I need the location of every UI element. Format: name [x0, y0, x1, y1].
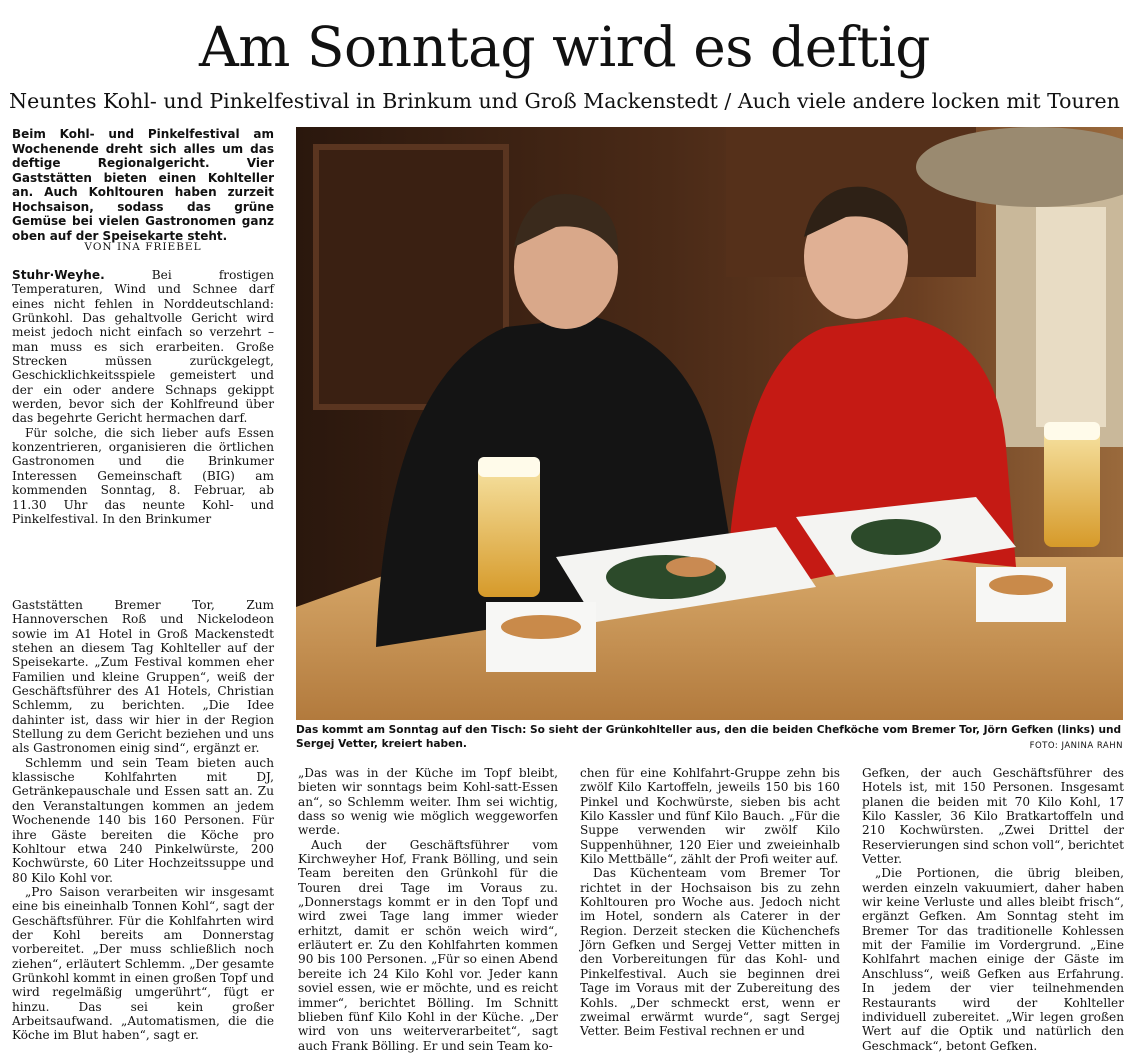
paragraph-text: Bei frostigen Temperaturen, Wind und Schnee darf eines nicht fehlen in Norddeutschland: Grünkohl. Das gehaltvolle Gericht wird meist jedoch nicht einfach so verzehrt – man muss es sich erarbeiten. Große Strecken müssen zurückgelegt, Geschicklichkeitsspiele gemeistert und der ein oder andere Schnaps gekippt werden, bevor sich der Kohlfreund über das begehrte Gericht hermachen darf.: [12, 268, 274, 426]
byline: VON INA FRIEBEL: [84, 241, 202, 253]
paragraph: „Die Portionen, die übrig bleiben, werden einzeln vakuumiert, daher haben wir keine Verluste und alles bleibt frisch“, ergänzt Gefken. Am Sonntag steht im Bremer Tor das traditionelle Kohlessen mit der Familie im Vordergrund. „Eine Kohlfahrt machen einige der Gäste im Anschluss“, weiß Gefken aus Erfahrung. In jedem der vier teilnehmenden Restaurants wird der Kohlteller individuell zubereitet. „Wir legen großen Wert auf die Optik und natürlich den Geschmack“, betont Gefken.: [862, 866, 1124, 1053]
photo-caption: Das kommt am Sonntag auf den Tisch: So sieht der Grünkohlteller aus, den die beiden Chefköche vom Bremer Tor, Jörn Gefken (links) und Sergej Vetter, kreiert haben.: [296, 724, 1122, 750]
dateline: Stuhr·Weyhe.: [12, 268, 105, 282]
paragraph: chen für eine Kohlfahrt-Gruppe zehn bis zwölf Kilo Kartoffeln, jeweils 150 bis 160 Pinkel und Kochwürste, sieben bis acht Kilo Kassler und fünf Kilo Bauch. „Für die Suppe verwenden wir zwölf Kilo Suppenhühner, 120 Eier und zweieinhalb Kilo Mettbälle“, zählt der Profi weiter auf.: [580, 766, 840, 867]
subheadline: Neuntes Kohl- und Pinkelfestival in Brinkum und Groß Mackenstedt / Auch viele andere locken mit Touren: [9, 89, 1120, 113]
paragraph: Auch der Geschäftsführer vom Kirchweyher Hof, Frank Bölling, und sein Team bereiten den Grünkohl für die Touren drei Tage im Voraus zu. „Donnerstags kommt er in den Topf und wird zwei Tage lang immer wieder erhitzt, damit er schön weich wird“, erläutert er. Zu den Kohlfahrten kommen 90 bis 100 Personen. „Für so einen Abend bereite ich 24 Kilo Kohl vor. Jeder kann soviel essen, wie er möchte, und es reicht immer“, berichtet Bölling. Im Schnitt blieben fünf Kilo Kohl in der Küche. „Der wird von uns weiterverarbeitet“, sagt auch Frank Bölling. Er und sein Team ko-: [298, 837, 558, 1053]
column-2: [298, 766, 558, 1053]
paragraph: Schlemm und sein Team bieten auch klassische Kohlfahrten mit DJ, Getränkepauschale und Essen satt an. Zu den Veranstaltungen kommen an jedem Wochenende 140 bis 160 Personen. Für ihre Gäste bereiten die Köche pro Kohltour etwa 240 Pinkelwürste, 200 Kochwürste, 60 Liter Hochzeitssuppe und 80 Kilo Kohl vor.: [12, 755, 274, 885]
column-4: [862, 766, 1124, 1053]
paragraph: „Das was in der Küche im Topf bleibt, bieten wir sonntags beim Kohl-satt-Essen an“, so Schlemm weiter. Ihm sei wichtig, dass so wenig wie möglich weggeworfen werde.: [298, 766, 558, 838]
photo-illustration: [296, 127, 1123, 720]
column-1-bottom: [12, 598, 274, 1043]
column-3: [580, 766, 840, 1039]
lead-paragraph: Beim Kohl- und Pinkelfestival am Wochenende dreht sich alles um das deftige Regionalgericht. Vier Gaststätten bieten einen Kohlteller an. Auch Kohltouren haben zurzeit Hochsaison, sodass das grüne Gemüse bei vielen Gastronomen ganz oben auf der Speisekarte steht.: [12, 127, 274, 243]
paragraph: [12, 268, 274, 426]
headline: Am Sonntag wird es deftig: [199, 15, 930, 79]
paragraph: Das Küchenteam vom Bremer Tor richtet in der Hochsaison bis zu zehn Kohltouren pro Woche aus. Jedoch nicht im Hotel, sondern als Caterer in der Region. Derzeit stecken die Küchenchefs Jörn Gefken und Sergej Vetter mitten in den Vorbereitungen für das Kohl- und Pinkelfestival. Auch sie beginnen drei Tage im Voraus mit der Zubereitung des Kohls. „Der schmeckt erst, wenn er zweimal erwärmt wurde“, sagt Sergej Vetter. Beim Festival rechnen er und: [580, 866, 840, 1039]
paragraph: Gaststätten Bremer Tor, Zum Hannoverschen Roß und Nickelodeon sowie im A1 Hotel in Groß Mackenstedt stehen an diesem Tag Kohlteller auf der Speisekarte. „Zum Festival kommen eher Familien und kleine Gruppen“, weiß der Geschäftsführer des A1 Hotels, Christian Schlemm, zu berichten. „Die Idee dahinter ist, dass wir hier in der Region Stellung zu dem Gericht beziehen und uns als Gastronomen einig sind“, ergänzt er.: [12, 598, 274, 756]
photo-chefs-with-kale-dish: [296, 127, 1123, 720]
paragraph: Gefken, der auch Geschäftsführer des Hotels ist, mit 150 Personen. Insgesamt planen die beiden mit 70 Kilo Kohl, 17 Kilo Kassler, 36 Kilo Bratkartoffeln und 210 Kochwürsten. „Zwei Drittel der Reservierungen sind schon voll“, berichtet Vetter.: [862, 766, 1124, 867]
paragraph: Für solche, die sich lieber aufs Essen konzentrieren, organisieren die örtlichen Gastronomen und die Brinkumer Interessen Gemeinschaft (BIG) am kommenden Sonntag, 8. Februar, ab 11.30 Uhr das neunte Kohl- und Pinkelfestival. In den Brinkumer: [12, 425, 274, 526]
paragraph: „Pro Saison verarbeiten wir insgesamt eine bis eineinhalb Tonnen Kohl“, sagt der Geschäftsführer. Für die Kohlfahrten wird der Kohl bereits am Donnerstag vorbereitet. „Der muss schließlich noch ziehen“, erläutert Schlemm. „Der gesamte Grünkohl kommt in einen großen Topf und wird regelmäßig umgerührt“, fügt er hinzu. Das sei kein großer Arbeitsaufwand. „Automatismen, die die Köche im Blut haben“, sagt er.: [12, 884, 274, 1043]
column-1-top: [12, 268, 274, 526]
photo-credit: FOTO: JANINA RAHN: [1029, 741, 1123, 751]
